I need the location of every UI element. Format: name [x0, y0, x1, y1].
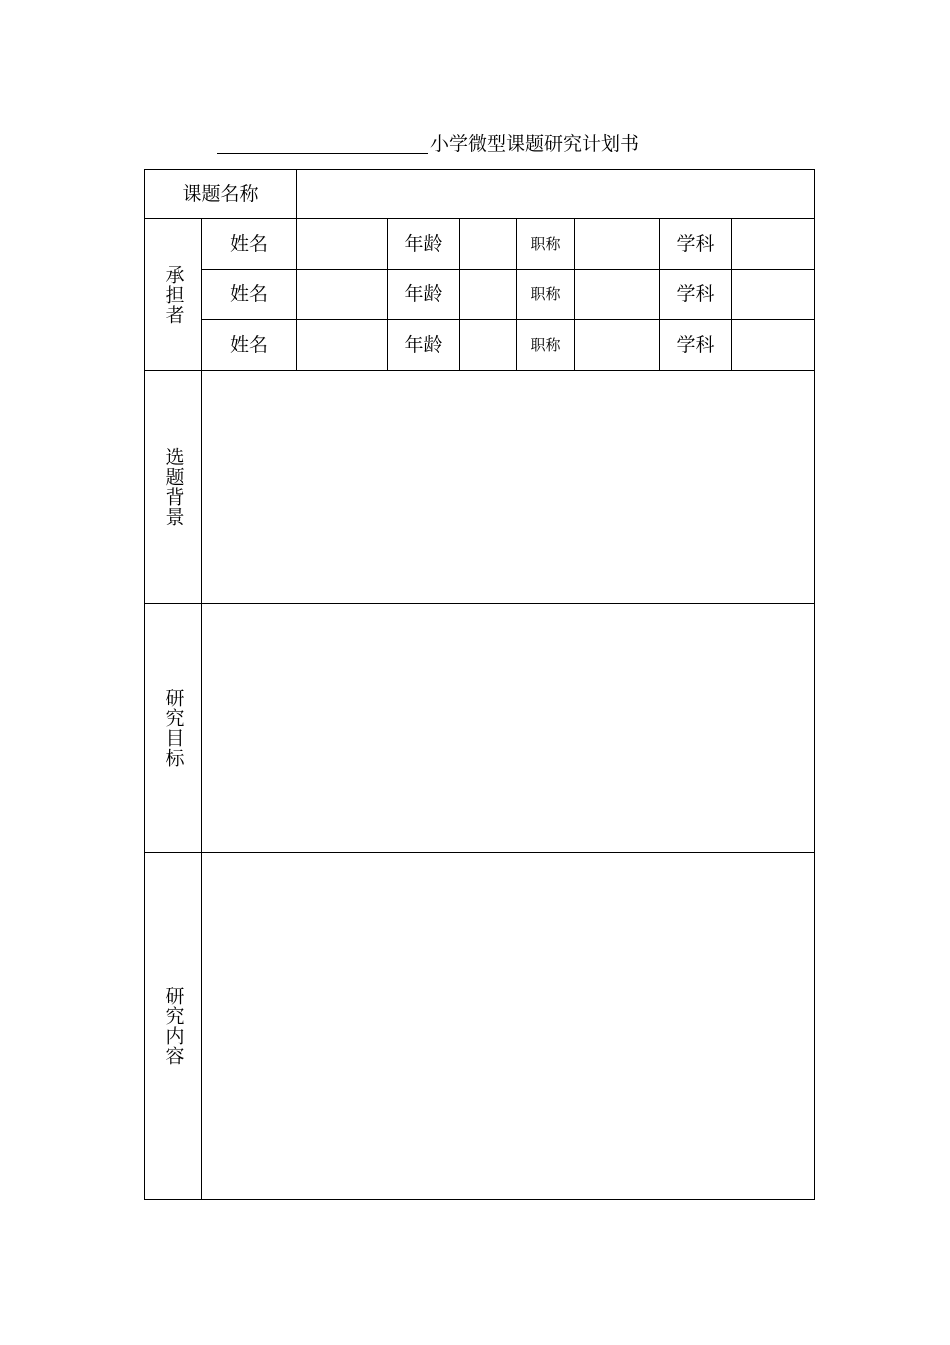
title-blank-underline[interactable] [217, 153, 428, 154]
age-label: 年龄 [404, 333, 443, 356]
subject-field[interactable] [732, 219, 814, 269]
age-label: 年龄 [404, 232, 443, 255]
section-label-content: 研究内容 [162, 986, 185, 1066]
topic-label: 课题名称 [182, 182, 259, 205]
age-field[interactable] [460, 219, 516, 269]
subject-label: 学科 [676, 283, 715, 305]
section-label-background: 选题背景 [162, 447, 185, 527]
name-field[interactable] [297, 320, 387, 370]
title-label: 职称 [530, 234, 561, 253]
title-field[interactable] [575, 320, 659, 370]
name-field[interactable] [297, 270, 387, 319]
age-label: 年龄 [404, 283, 443, 305]
section-field-goals[interactable] [202, 604, 814, 852]
undertaker-label: 承担者 [162, 264, 185, 325]
age-field[interactable] [460, 270, 516, 319]
name-label: 姓名 [229, 333, 268, 356]
title-label: 职称 [530, 335, 561, 354]
section-field-content[interactable] [202, 853, 814, 1199]
title-field[interactable] [575, 219, 659, 269]
subject-label: 学科 [676, 333, 715, 356]
topic-field[interactable] [297, 170, 814, 218]
table-border-right [814, 169, 815, 1200]
document-title: 小学微型课题研究计划书 [430, 133, 640, 155]
name-label: 姓名 [229, 283, 268, 305]
name-label: 姓名 [229, 232, 268, 255]
section-field-background[interactable] [202, 371, 814, 603]
age-field[interactable] [460, 320, 516, 370]
table-border-bottom [144, 1199, 815, 1200]
name-field[interactable] [297, 219, 387, 269]
title-label: 职称 [530, 285, 561, 303]
subject-label: 学科 [676, 232, 715, 255]
subject-field[interactable] [732, 320, 814, 370]
title-field[interactable] [575, 270, 659, 319]
section-label-goals: 研究目标 [162, 688, 185, 768]
subject-field[interactable] [732, 270, 814, 319]
